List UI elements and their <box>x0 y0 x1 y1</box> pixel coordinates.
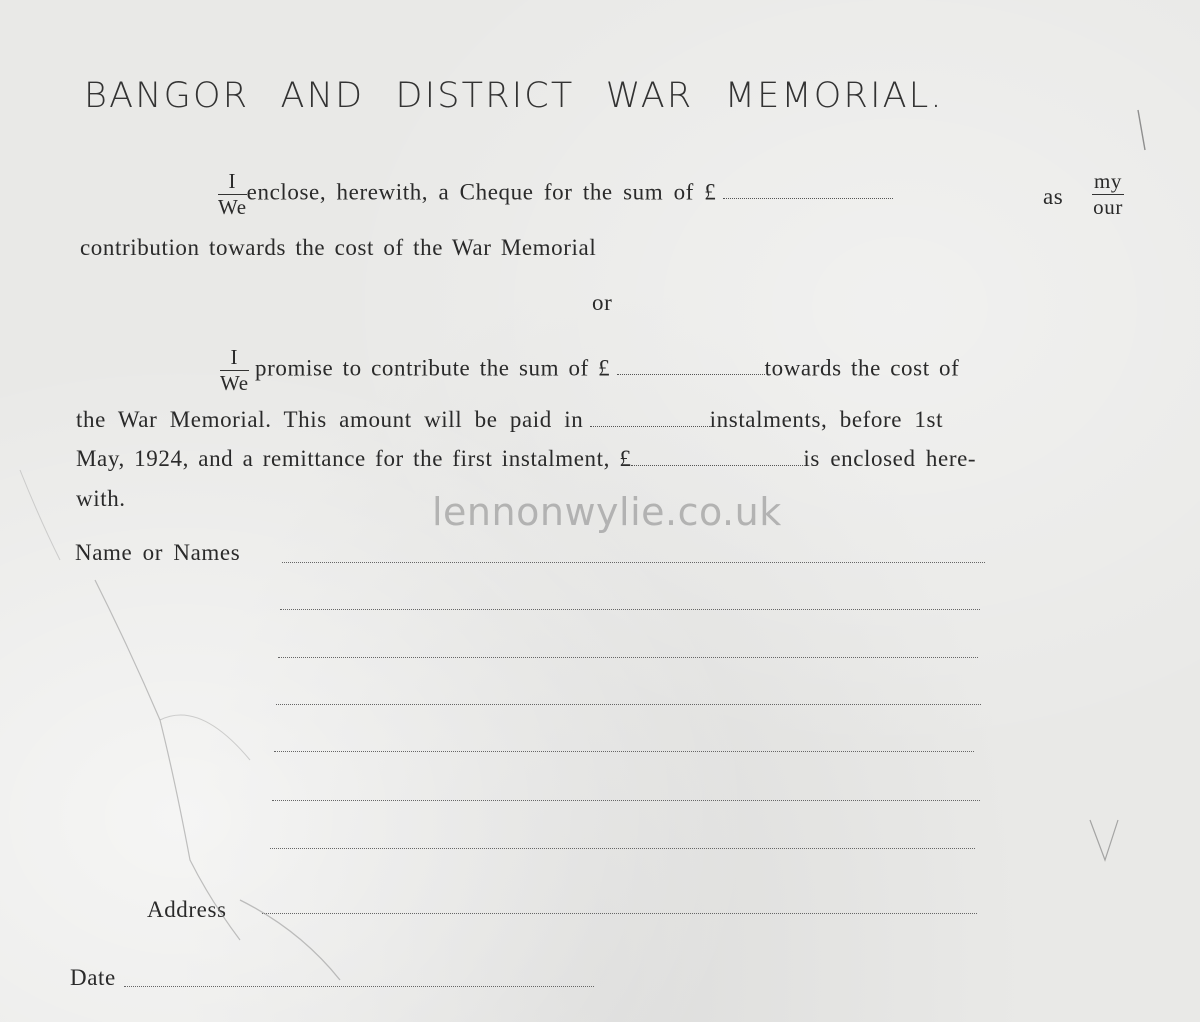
pronoun-i: I <box>218 170 247 195</box>
name-line-2[interactable] <box>280 609 980 610</box>
address-line[interactable] <box>262 913 977 914</box>
date-line[interactable] <box>124 986 594 987</box>
possessive-my: my <box>1094 169 1123 193</box>
date-label: Date <box>70 965 116 990</box>
as-label: as <box>1043 184 1064 209</box>
address-label: Address <box>147 897 227 922</box>
name-line-6[interactable] <box>272 800 980 801</box>
name-line-4[interactable] <box>276 704 981 705</box>
pronoun-fraction-2 <box>220 346 249 394</box>
option2-line2-text: the War Memorial. This amount will be paid in <box>76 407 584 432</box>
option1-text: enclose, herewith, a Cheque for the sum of £ <box>246 179 717 205</box>
possessive-fraction <box>1092 170 1124 218</box>
or-separator: or <box>592 290 613 315</box>
option2-line4: with. <box>76 486 126 511</box>
possessive-our: our <box>1093 195 1123 219</box>
name-label: Name or Names <box>75 540 241 565</box>
name-line-1[interactable] <box>282 562 985 563</box>
name-line-3[interactable] <box>278 657 978 658</box>
option2-line2 <box>76 407 943 433</box>
towards-text: towards the cost of <box>764 355 960 381</box>
instalments-count-field[interactable] <box>590 425 710 427</box>
option2-line3 <box>76 446 976 472</box>
option1-line <box>218 170 893 218</box>
watermark: lennonwylie.co.uk <box>432 490 782 534</box>
pronoun-fraction <box>218 170 247 218</box>
option2-line2-end: instalments, before 1st <box>709 407 944 432</box>
option2-line3-text: May, 1924, and a remittance for the first instalment, £ <box>76 446 632 471</box>
option2-line <box>220 346 959 394</box>
option2-line3-end: is enclosed here- <box>803 446 977 471</box>
pronoun-we-2: We <box>220 371 249 395</box>
name-line-7[interactable] <box>270 848 975 849</box>
pronoun-i-2: I <box>220 346 249 371</box>
pronoun-we: We <box>218 195 247 219</box>
option1-continuation: contribution towards the cost of the War Memorial <box>80 235 597 260</box>
form-title: BANGOR AND DISTRICT WAR MEMORIAL. <box>84 76 944 116</box>
name-line-5[interactable] <box>274 751 974 752</box>
promise-amount-field[interactable] <box>617 373 765 375</box>
first-instalment-field[interactable] <box>631 464 803 466</box>
option2-text: promise to contribute the sum of £ <box>255 355 611 381</box>
cheque-amount-field[interactable] <box>723 197 893 199</box>
